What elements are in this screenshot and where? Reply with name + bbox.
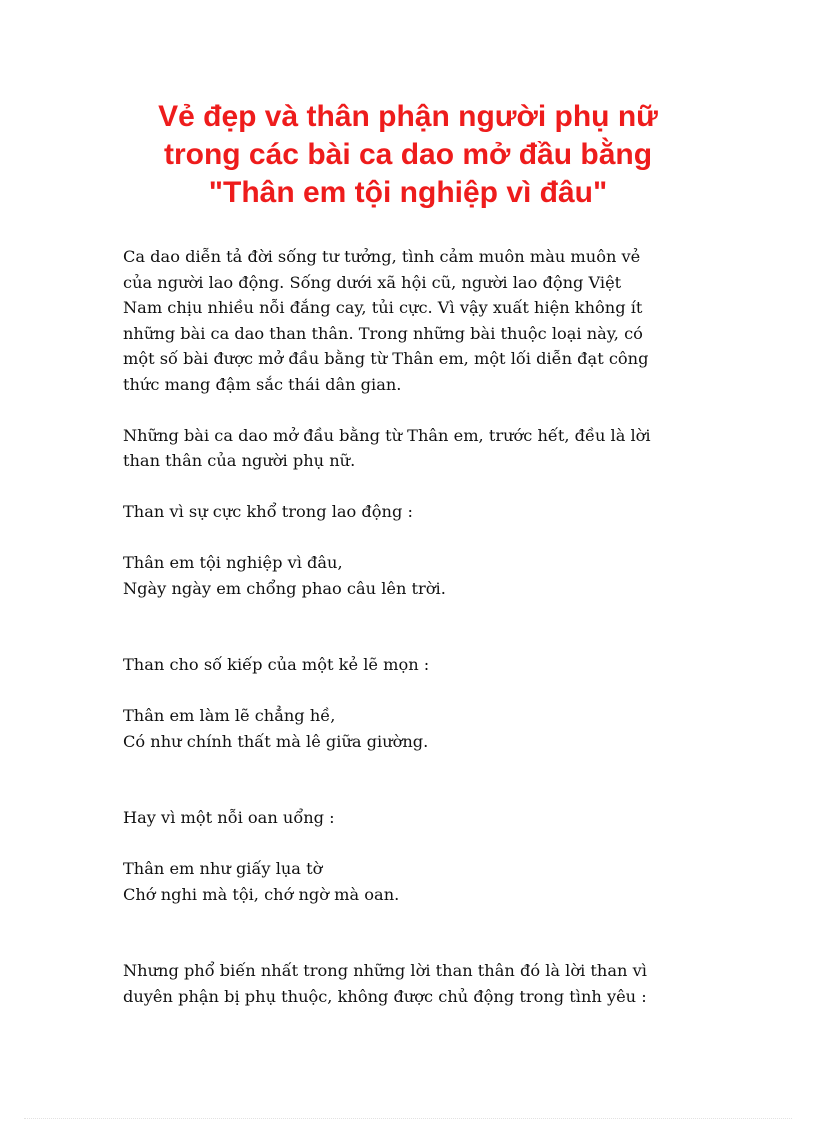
document-body — [123, 244, 693, 1009]
verse-line: Chớ nghi mà tội, chớ ngờ mà oan. — [123, 884, 400, 904]
text-line: Ca dao diễn tả đời sống tư tưởng, tình cảm muôn màu muôn vẻ — [123, 247, 641, 266]
text-line: Nhưng phổ biến nhất trong những lời than thân đó là lời than vì — [123, 961, 647, 980]
text-line: Nam chịu nhiều nỗi đắng cay, tủi cực. Vì vậy xuất hiện không ít — [123, 298, 643, 317]
text-line: Những bài ca dao mở đầu bằng từ Thân em, trước hết, đều là lời — [123, 425, 651, 445]
text-line: Hay vì một nỗi oan uổng : — [123, 808, 335, 827]
second-paragraph — [123, 423, 693, 474]
title-line: Vẻ đẹp và thân phận người phụ nữ — [158, 100, 658, 133]
text-line: một số bài được mở đầu bằng từ Thân em, một lối diễn đạt công — [123, 349, 649, 368]
text-line: Than vì sự cực khổ trong lao động : — [123, 502, 413, 521]
text-line: than thân của người phụ nữ. — [123, 451, 356, 470]
document-title — [100, 98, 716, 212]
lead-line-injustice — [123, 805, 693, 831]
verse-line: Có như chính thất mà lê giữa giường. — [123, 731, 429, 751]
verse-line: Thân em như giấy lụa tờ — [123, 859, 323, 878]
verse-labor — [123, 550, 693, 601]
verse-line: Thân em làm lẽ chẳng hề, — [123, 706, 336, 725]
lead-line-concubine — [123, 652, 693, 678]
page-bottom-divider — [24, 1118, 792, 1119]
verse-injustice — [123, 856, 693, 907]
verse-line: Thân em tội nghiệp vì đâu, — [123, 553, 343, 572]
final-paragraph — [123, 958, 693, 1009]
text-line: Than cho số kiếp của một kẻ lẽ mọn : — [123, 655, 430, 674]
lead-line-labor — [123, 499, 693, 525]
text-line: những bài ca dao than thân. Trong những bài thuộc loại này, có — [123, 323, 643, 343]
title-line: "Thân em tội nghiệp vì đâu" — [208, 176, 608, 209]
verse-line: Ngày ngày em chổng phao câu lên trời. — [123, 578, 446, 598]
title-line: trong các bài ca dao mở đầu bằng — [163, 138, 653, 171]
intro-paragraph — [123, 244, 693, 397]
verse-concubine — [123, 703, 693, 754]
text-line: thức mang đậm sắc thái dân gian. — [123, 374, 402, 394]
text-line: duyên phận bị phụ thuộc, không được chủ động trong tình yêu : — [123, 986, 647, 1006]
text-line: của người lao động. Sống dưới xã hội cũ, người lao động Việt — [123, 272, 622, 292]
